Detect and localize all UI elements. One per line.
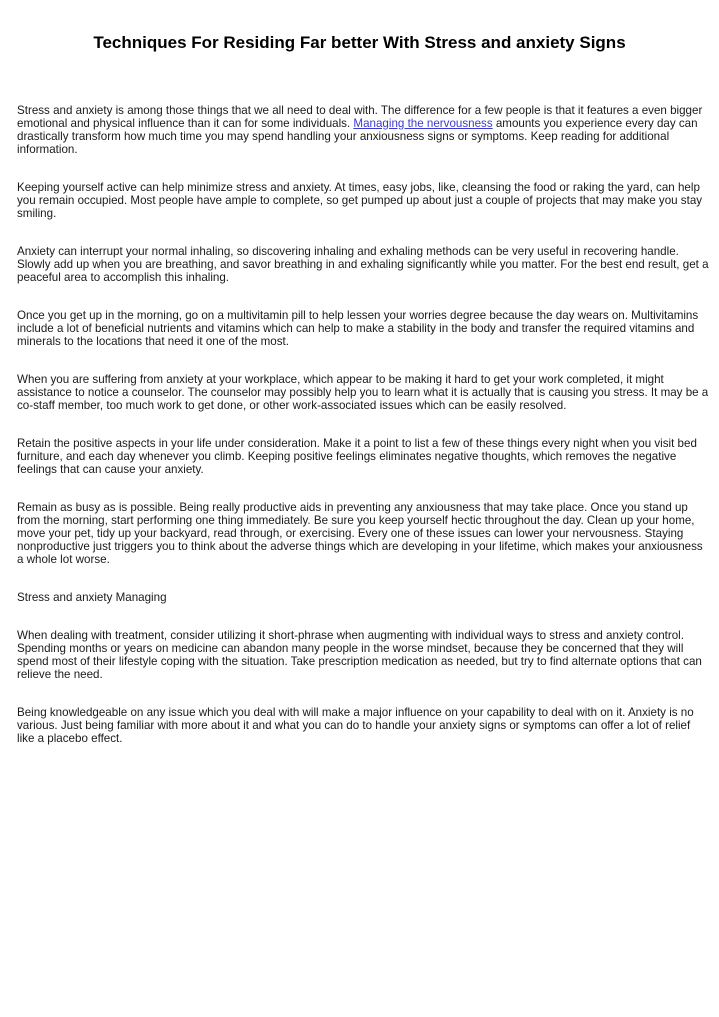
managing-nervousness-link[interactable]: Managing the nervousness — [353, 117, 493, 130]
paragraph-2: Keeping yourself active can help minimize stress and anxiety. At times, easy jobs, like, cleansing the food or raking the yard, can help you remain occupied. Most people have ample to complete, so get pumped up about just a couple of projects that may make you stay smiling. — [17, 181, 703, 220]
paragraph-8: When dealing with treatment, consider utilizing it short-phrase when augmenting with individual ways to stress and anxiety control. Spending months or years on medicine can abandon many people in the worse mindset, because they be concerned that they will spend most of their lifestyle coping with the situation. Take prescription medication as needed, but try to find alternate options that can relieve the need. — [17, 629, 702, 681]
article-body — [17, 104, 709, 770]
paragraph-4: Once you get up in the morning, go on a multivitamin pill to help lessen your worries degree because the day wears on. Multivitamins include a lot of beneficial nutrients and vitamins which can help to make a stability in the body and transfer the required vitamins and minerals to the locations that need it one of the most. — [17, 309, 699, 348]
paragraph-1 — [17, 104, 709, 156]
paragraph-3: Anxiety can interrupt your normal inhaling, so discovering inhaling and exhaling methods can be very useful in recovering handle. Slowly add up when you are breathing, and savor breathing in and exhaling significantly while you matter. For the best end result, get a peaceful area to accomplish this inhaling. — [17, 245, 709, 284]
section-subheading: Stress and anxiety Managing — [17, 591, 167, 604]
paragraph-9: Being knowledgeable on any issue which you deal with will make a major influence on your capability to deal with on it. Anxiety is no various. Just being familiar with more about it and what you can do to handle your anxiety signs or symptoms can offer a lot of relief like a placebo effect. — [17, 706, 694, 745]
paragraph-1-text-after-link: amounts you experience every day can drastically transform how much time you may spend handling your anxiousness signs or symptoms. Keep reading for additional information. — [17, 117, 698, 156]
paragraph-7: Remain as busy as is possible. Being really productive aids in preventing any anxiousness that may take place. Once you stand up from the morning, start performing one thing immediately. Be sure you keep yourself hectic throughout the day. Clean up your home, move your pet, tidy up your backyard, read through, or exercising. Every one of these issues can lower your nervousness. Staying nonproductive just triggers you to think about the adverse things which are developing in your lifetime, which makes your anxiousness a whole lot worse. — [17, 501, 703, 566]
paragraph-1-text-before-link: Stress and anxiety is among those things that we all need to deal with. The difference for a few people is that it features a even bigger emotional and physical influence than it can for some individuals. — [17, 104, 703, 130]
paragraph-6: Retain the positive aspects in your life under consideration. Make it a point to list a few of these things every night when you visit bed furniture, and each day whenever you climb. Keeping positive feelings eliminates negative thoughts, which removes the negative feelings that can cause your anxiety. — [17, 437, 697, 476]
paragraph-5: When you are suffering from anxiety at your workplace, which appear to be making it hard to get your work completed, it might assistance to notice a counselor. The counselor may possibly help you to learn what it is actually that is causing you stress. It may be a co-staff member, too much work to get done, or other work-associated issues which can be easily resolved. — [17, 373, 709, 412]
page-title: Techniques For Residing Far better With Stress and anxiety Signs — [93, 33, 626, 52]
